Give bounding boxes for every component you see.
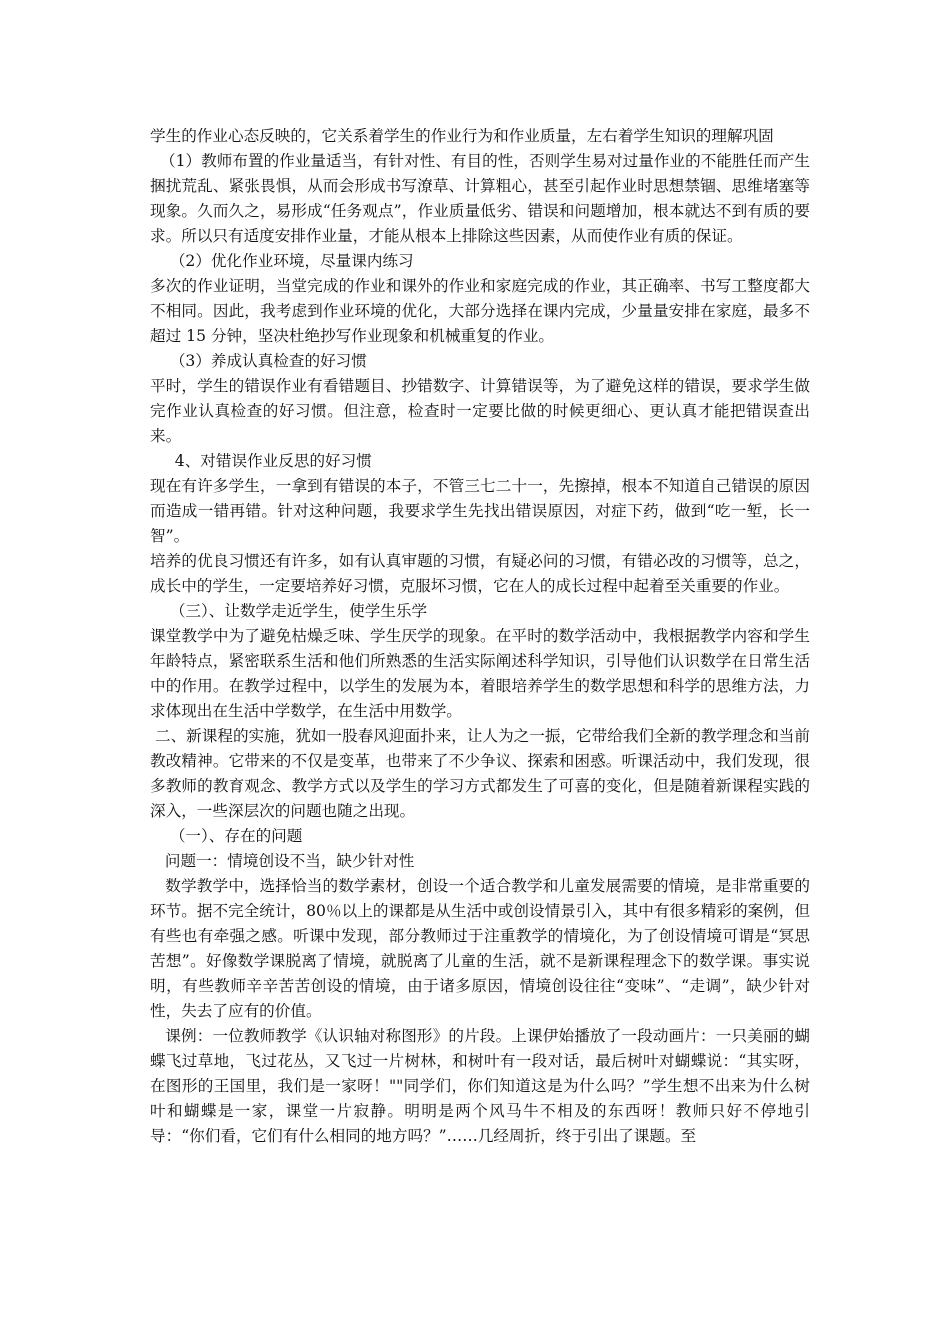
paragraph: 数学教学中，选择恰当的数学素材，创设一个适合教学和儿童发展需要的情境，是非常重要的环节。据不完全统计，80％以上的课都是从生活中或创设情景引入，其中有很多精彩的案例，但有些也有牵强之感。听课中发现，部分教师过于注重教学的情境化，为了创设情境可谓是“冥思苦想”。好像数学课脱离了情境，就脱离了儿童的生活，就不是新课程理念下的数学课。事实说明，有些教师辛辛苦苦创设的情境，由于诸多原因，情境创设往往“变味”、“走调”，缺少针对性，失去了应有的价值。	[150, 877, 810, 1020]
paragraph: 学生的作业心态反映的，它关系着学生的作业行为和作业质量，左右着学生知识的理解巩固	[150, 127, 774, 145]
paragraph: 多次的作业证明，当堂完成的作业和课外的作业和家庭完成的作业，其正确率、书写工整度都大不相同。因此，我考虑到作业环境的优化，大部分选择在课内完成，少量量安排在家庭，最多不超过 15 分钟，坚决杜绝抄写作业现象和机械重复的作业。	[150, 277, 810, 345]
section-heading: （3）养成认真检查的好习惯	[150, 352, 367, 370]
paragraph: 培养的优良习惯还有许多，如有认真审题的习惯，有疑必问的习惯，有错必改的习惯等，总之，成长中的学生，一定要培养好习惯，克服坏习惯，它在人的成长过程中起着至关重要的作业。	[150, 552, 810, 595]
section-heading: （一）、存在的问题	[150, 827, 303, 845]
paragraph: 平时，学生的错误作业有看错题目、抄错数字、计算错误等，为了避免这样的错误，要求学生做完作业认真检查的好习惯。但注意，检查时一定要比做的时候更细心、更认真才能把错误查出来。	[150, 377, 810, 445]
section-heading: （2）优化作业环境，尽量课内练习	[150, 252, 414, 270]
paragraph: 现在有许多学生，一拿到有错误的本子，不管三七二十一，先擦掉，根本不知道自己错误的原因而造成一错再错。针对这种问题，我要求学生先找出错误原因，对症下药，做到“吃一堑，长一智”。	[150, 477, 810, 545]
paragraph: 课堂教学中为了避免枯燥乏味、学生厌学的现象。在平时的数学活动中，我根据教学内容和学生年龄特点，紧密联系生活和他们所熟悉的生活实际阐述科学知识，引导他们认识数学在日常生活中的作用。在教学过程中，以学生的发展为本，着眼培养学生的数学思想和科学的思维方法，力求体现出在生活中学数学，在生活中用数学。	[150, 627, 810, 720]
paragraph: （1）教师布置的作业量适当，有针对性、有目的性，否则学生易对过量作业的不能胜任而产生捆扰荒乱、紧张畏惧，从而会形成书写潦草、计算粗心，甚至引起作业时思想禁锢、思维堵塞等现象。久而久之，易形成“任务观点”，作业质量低劣、错误和问题增加，根本就达不到有质的要求。所以只有适度安排作业量，才能从根本上排除这些因素，从而使作业有质的保证。	[150, 152, 810, 245]
document-body	[150, 124, 810, 1149]
section-heading: 问题一：情境创设不当，缺少针对性	[150, 852, 415, 870]
section-heading: （三）、让数学走近学生，使学生乐学	[150, 602, 428, 620]
paragraph: 课例：一位教师教学《认识轴对称图形》的片段。上课伊始播放了一段动画片：一只美丽的蝴蝶飞过草地，飞过花丛，又飞过一片树林，和树叶有一段对话，最后树叶对蝴蝶说：“其实呀，在图形的王国里，我们是一家呀！""同学们，你们知道这是为什么吗？”学生想不出来为什么树叶和蝴蝶是一家，课堂一片寂静。明明是两个风马牛不相及的东西呀！教师只好不停地引导：“你们看，它们有什么相同的地方吗？”……几经周折，终于引出了课题。至	[150, 1027, 810, 1145]
paragraph: 二、新课程的实施，犹如一股春风迎面扑来，让人为之一振，它带给我们全新的教学理念和当前教改精神。它带来的不仅是变革，也带来了不少争议、探索和困惑。听课活动中，我们发现，很多教师的教育观念、教学方式以及学生的学习方式都发生了可喜的变化，但是随着新课程实践的深入，一些深层次的问题也随之出现。	[150, 727, 810, 820]
section-heading: 4、对错误作业反思的好习惯	[150, 452, 372, 470]
